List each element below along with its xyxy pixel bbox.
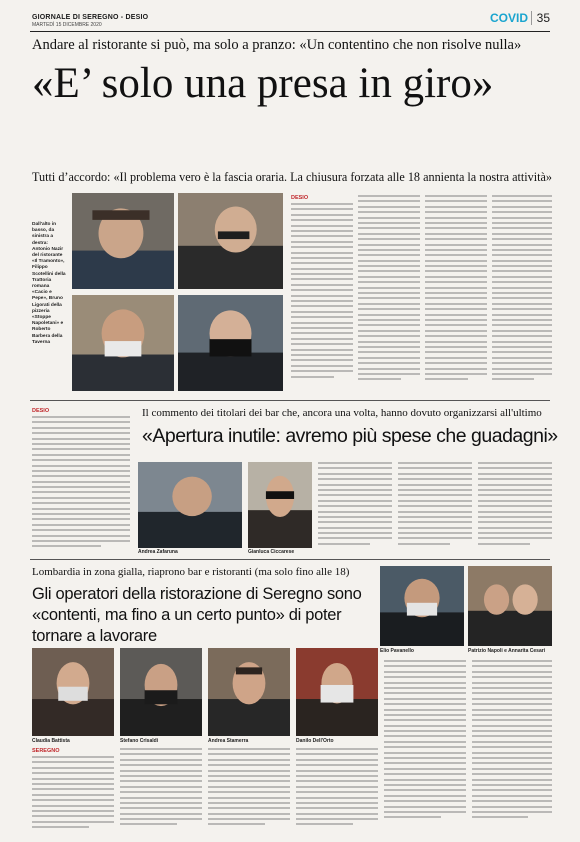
photo-caption: Andrea Stamerra: [208, 738, 249, 744]
photo-caption: Gianluca Ciccarese: [248, 549, 295, 555]
article2-text-column: [398, 462, 472, 550]
photo-caption-sidebar: Dall'alto in basso, da sinistra a destra: Antonio Nazir del ristorante «Il Tramonto», Filippo Scotellini della Trattoria romana «Cacio e Pepe», Bruno Ligorati della pizzeria «Stoppe Napoletani» e Roberto Barbera della Taverna: [32, 222, 66, 345]
article1-subhead: Tutti d’accordo: «Il problema vero è la fascia oraria. La chiusura forzata alle 18 annienta la nostra attività»: [32, 170, 553, 184]
article3-kicker: Lombardia in zona gialla, riaprono bar e ristoranti (ma solo fino alle 18): [32, 566, 350, 578]
photo-caption: Andrea Zafaruna: [138, 549, 178, 555]
article3-text-column: [32, 756, 114, 832]
photo-caption: Claudia Battista: [32, 738, 70, 744]
article3-text-column: [296, 748, 378, 832]
portrait-photo: [468, 566, 552, 646]
photo-caption: Elio Pavanello: [380, 648, 414, 654]
portrait-photo: [72, 295, 174, 391]
article2-text-column: [32, 416, 130, 552]
newspaper-name: GIORNALE DI SEREGNO - DESIO: [32, 14, 149, 21]
article3-headline: Gli operatori della ristorazione di Seregno sono «contenti, ma fino a un certo punto» di poter tornare a lavorare: [32, 585, 362, 645]
article1-text-column: [291, 203, 353, 391]
article1-text-column: [492, 195, 552, 391]
article3-lead-city: SEREGNO: [32, 748, 60, 754]
article3-text-column: [120, 748, 202, 832]
article1-text-column: [358, 195, 420, 391]
portrait-photo: [32, 648, 114, 736]
portrait-photo: [248, 462, 312, 548]
photo-caption: Stefano Crisaldi: [120, 738, 159, 744]
portrait-photo: [178, 193, 283, 289]
section-divider: [30, 400, 550, 401]
portrait-photo: [138, 462, 242, 548]
portrait-photo: [178, 295, 283, 391]
article2-text-column: [318, 462, 392, 550]
section-label: COVID: [489, 11, 528, 25]
article2-lead-city: DESIO: [32, 408, 50, 414]
portrait-photo: [380, 566, 464, 646]
portrait-photo: [296, 648, 378, 736]
photo-caption: Danilo Dell'Orto: [296, 738, 334, 744]
photo-caption: Patrizio Napoli e Annarita Cesari: [468, 648, 546, 654]
issue-date: MARTEDÌ 15 DICEMBRE 2020: [32, 22, 102, 28]
article3-text-column: [384, 660, 466, 832]
portrait-photo: [208, 648, 290, 736]
header-divider: [30, 31, 550, 32]
article1-text-column: [425, 195, 487, 391]
article3-text-column: [208, 748, 290, 832]
article1-headline: «E’ solo una presa in giro»: [32, 60, 494, 107]
article2-kicker: Il commento dei titolari dei bar che, ancora una volta, hanno dovuto organizzarsi all'ultimo: [142, 407, 542, 419]
masthead: [32, 14, 148, 28]
page-number: 35: [531, 11, 550, 25]
article1-kicker: Andare al ristorante si può, ma solo a pranzo: «Un contentino che non risolve nulla»: [32, 37, 522, 53]
portrait-photo: [120, 648, 202, 736]
article2-text-column: [478, 462, 552, 550]
portrait-photo: [72, 193, 174, 289]
article2-headline: «Apertura inutile: avremo più spese che guadagni»: [142, 425, 558, 447]
article3-text-column: [472, 660, 552, 832]
article1-lead-city: DESIO: [291, 195, 309, 201]
section-divider: [30, 559, 550, 560]
